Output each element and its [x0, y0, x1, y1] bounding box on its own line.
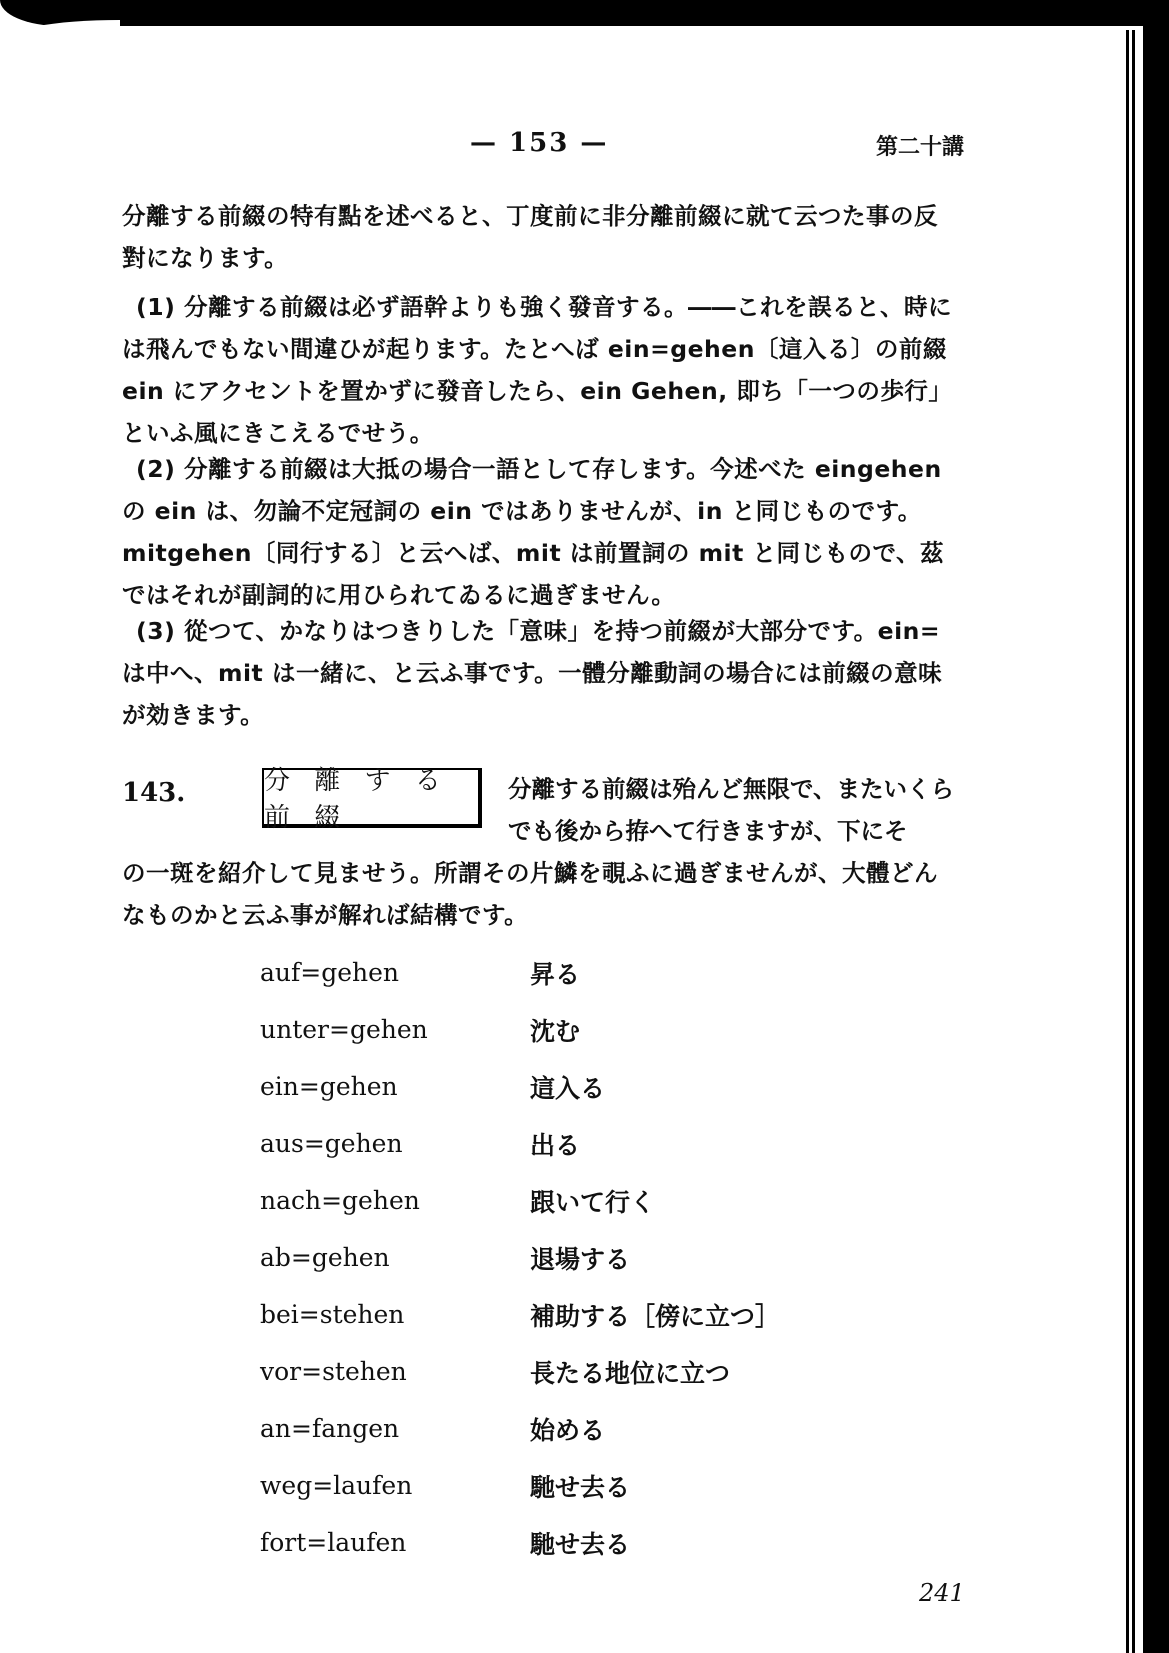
vocabulary-row: [260, 1457, 860, 1514]
vocabulary-list: [260, 944, 860, 1571]
vocabulary-row: [260, 1229, 860, 1286]
german-verb: weg=laufen: [260, 1471, 413, 1500]
point-paragraph-1: (1) 分離する前綴は必ず語幹よりも強く發音する。――これを誤ると、時には飛んでもない間違ひが起ります。たとへば ein=gehen〔這入る〕の前綴 ein にアクセントを置かずに發音したら、ein Gehen, 即ち「一つの歩行」といふ風にきこえるでせう。: [122, 293, 953, 447]
japanese-meaning: 始める: [530, 1415, 606, 1445]
german-verb: ab=gehen: [260, 1243, 390, 1272]
japanese-meaning: 跟いて行く: [530, 1187, 656, 1217]
vocabulary-row: [260, 1172, 860, 1229]
german-verb: unter=gehen: [260, 1015, 428, 1044]
intro-paragraph: 分離する前綴の特有點を述べると、丁度前に非分離前綴に就て云つた事の反對になります。: [122, 202, 938, 272]
vocabulary-row: [260, 944, 860, 1001]
german-verb: nach=gehen: [260, 1186, 420, 1215]
scan-binding-edge: [1143, 0, 1169, 1653]
scan-binding-line: [1132, 30, 1135, 1653]
japanese-meaning: 沈む: [530, 1016, 581, 1046]
german-verb: auf=gehen: [260, 958, 400, 987]
section-title-box: [262, 766, 482, 833]
page-number: — 153 —: [470, 128, 609, 158]
vocabulary-row: [260, 1001, 860, 1058]
section-continuation: の一斑を紹介して見ませう。所謂その片鱗を覗ふに過ぎませんが、大體どんなものかと云ふ事が解れば結構です。: [122, 859, 938, 929]
point-paragraph-3: (3) 從つて、かなりはつきりした「意味」を持つ前綴が大部分です。ein= は中へ、mit は一緒に、と云ふ事です。一體分離動詞の場合には前綴の意味が効きます。: [122, 617, 943, 729]
german-verb: ein=gehen: [260, 1072, 398, 1101]
japanese-meaning: 馳せ去る: [530, 1472, 631, 1502]
german-verb: aus=gehen: [260, 1129, 403, 1158]
chapter-label: 第二十講: [876, 135, 965, 160]
japanese-meaning: 長たる地位に立つ: [530, 1358, 731, 1388]
section-intro-text: 分離する前綴は殆んど無限で、またいくらでも後から拵へて行きますが、下にそ: [508, 775, 955, 845]
japanese-meaning: 這入る: [530, 1073, 606, 1103]
japanese-meaning: 退場する: [530, 1244, 631, 1274]
german-verb: an=fangen: [260, 1414, 400, 1443]
vocabulary-row: [260, 1400, 860, 1457]
japanese-meaning: 昇る: [530, 959, 581, 989]
german-verb: bei=stehen: [260, 1300, 405, 1329]
german-verb: fort=laufen: [260, 1528, 407, 1557]
german-verb: vor=stehen: [260, 1357, 407, 1386]
japanese-meaning: 出る: [530, 1130, 581, 1160]
folio-number: 241: [919, 1579, 965, 1607]
japanese-meaning: 補助する［傍に立つ］: [530, 1301, 781, 1331]
vocabulary-row: [260, 1058, 860, 1115]
section-number: 143.: [122, 778, 186, 808]
scan-binding-line: [1126, 30, 1129, 1653]
point-paragraph-2: (2) 分離する前綴は大抵の場合一語として存します。今述べた eingehen の ein は、勿論不定冠詞の ein ではありませんが、in と同じものです。mitgehen〔同行する〕と云へば、mit は前置詞の mit と同じもので、茲ではそれが副詞的に用ひられてゐるに過ぎません。: [122, 455, 945, 609]
page-header: [0, 128, 1169, 168]
vocabulary-row: [260, 1343, 860, 1400]
vocabulary-row: [260, 1514, 860, 1571]
section-title: 分 離 す る 前 綴: [264, 766, 449, 833]
vocabulary-row: [260, 1115, 860, 1172]
japanese-meaning: 馳せ去る: [530, 1529, 631, 1559]
vocabulary-row: [260, 1286, 860, 1343]
scan-top-edge: [0, 0, 1169, 26]
